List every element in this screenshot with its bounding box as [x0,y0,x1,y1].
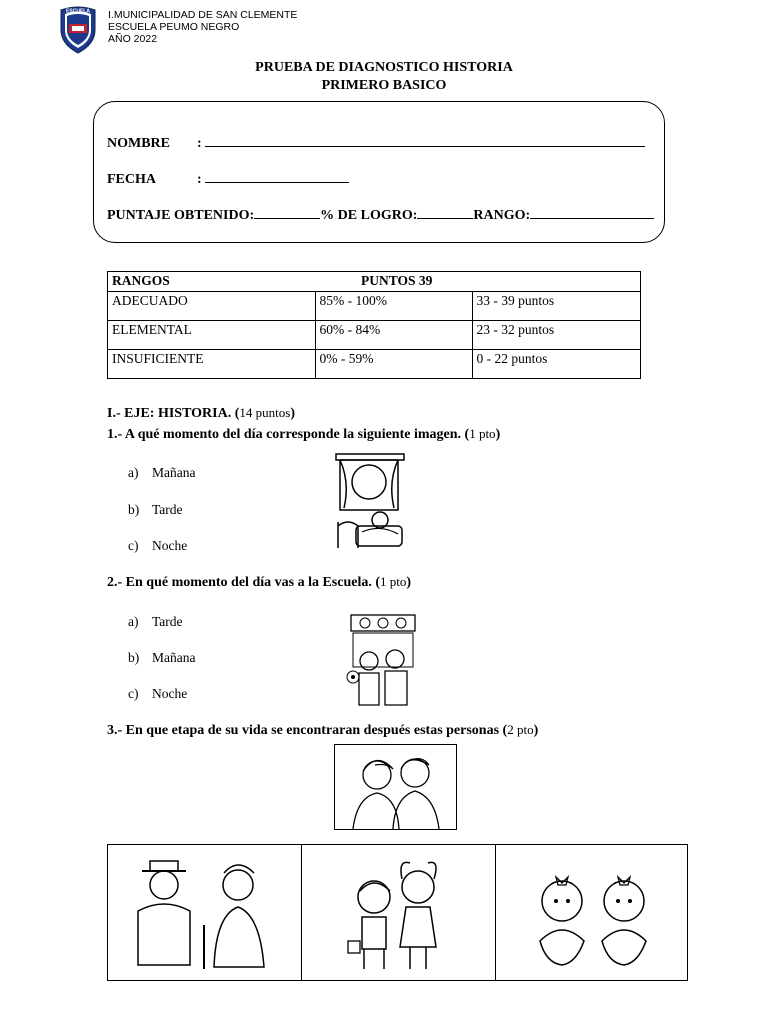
answer-cell-children[interactable] [302,845,496,980]
children-at-school-icon [345,611,421,711]
table-cell: 0 - 22 puntos [472,350,641,379]
question-2 [107,574,411,591]
table-header-row [108,272,641,292]
table-cell: INSUFICIENTE [108,350,316,379]
question-2-points: 1 pto [380,574,407,589]
puntaje-field[interactable] [254,205,320,219]
option-text: Tarde [152,502,183,517]
fecha-row [107,169,349,188]
nombre-field[interactable] [205,133,645,147]
table-cell: ELEMENTAL [108,321,316,350]
ranks-table [107,271,641,379]
table-row [108,321,641,350]
section-title: I.- EJE: HISTORIA. [107,406,232,421]
q3-answer-grid [107,844,688,981]
fecha-field[interactable] [205,169,349,183]
section-heading [107,405,295,422]
fecha-label: FECHA [107,172,156,187]
babies-icon [496,845,689,980]
rango-field[interactable] [530,205,654,219]
question-1-points: 1 pto [469,426,496,441]
question-1-text: 1.- A qué momento del día corresponde la siguiente imagen. ( [107,427,470,442]
question-3-points: 2 pto [507,722,534,737]
section-points-close: ) [290,406,295,421]
table-header-cell: PUNTOS 39 [315,272,641,292]
option-letter: b) [128,502,140,517]
table-row [108,350,641,379]
question-1-close: ) [495,427,501,442]
option-text: Mañana [152,650,196,665]
question-3 [107,722,538,739]
puntaje-row [107,205,654,224]
question-1 [107,426,500,443]
nombre-label: NOMBRE [107,136,170,151]
q2-option-a[interactable] [128,614,183,630]
table-cell: 23 - 32 puntos [472,321,641,350]
option-text: Noche [152,686,188,701]
elderly-couple-icon [108,845,301,980]
option-text: Noche [152,538,188,553]
nombre-colon: : [197,136,202,151]
school-line-3: AÑO 2022 [108,33,158,45]
child-sleeping-at-night-icon [332,452,408,552]
puntaje-label: PUNTAJE OBTENIDO: [107,208,255,223]
school-line-2: ESCUELA PEUMO NEGRO [108,21,240,33]
nombre-row [107,133,645,152]
table-cell: ADECUADO [108,292,316,321]
table-cell: 0% - 59% [315,350,472,379]
young-adults-icon [335,745,456,829]
answer-cell-babies[interactable] [496,845,689,980]
rango-label: RANGO: [473,208,531,223]
question-3-text: 3.- En que etapa de su vida se encontraran después estas personas ( [107,723,508,738]
q2-option-b[interactable] [128,650,195,666]
table-row [108,292,641,321]
option-letter: b) [128,650,140,665]
question-2-text: 2.- En qué momento del día vas a la Escuela. ( [107,575,381,590]
school-line-1: I.MUNICIPALIDAD DE SAN CLEMENTE [108,9,298,21]
question-2-close: ) [406,575,412,590]
section-points-open: ( [234,406,240,421]
fecha-colon: : [197,172,202,187]
option-letter: c) [128,686,139,701]
table-header-cell: RANGOS [108,272,316,292]
test-title: PRUEBA DE DIAGNOSTICO HISTORIA [255,60,513,75]
table-cell: 85% - 100% [315,292,472,321]
logro-label: % DE LOGRO: [320,208,418,223]
children-icon [302,845,495,980]
section-points: 14 puntos [239,405,291,420]
q1-option-c[interactable] [128,538,187,554]
q1-option-b[interactable] [128,502,183,518]
question-3-close: ) [533,723,539,738]
school-crest-icon [58,4,98,54]
logro-field[interactable] [417,205,473,219]
test-subtitle: PRIMERO BASICO [321,78,447,93]
q3-image-frame [334,744,457,830]
answer-cell-elderly[interactable] [108,845,302,980]
q1-option-a[interactable] [128,465,195,481]
option-letter: a) [128,614,139,629]
option-letter: c) [128,538,139,553]
option-text: Mañana [152,465,196,480]
option-letter: a) [128,465,139,480]
crest-text: ESCUELA [66,8,90,15]
option-text: Tarde [152,614,183,629]
table-cell: 60% - 84% [315,321,472,350]
table-cell: 33 - 39 puntos [472,292,641,321]
q2-option-c[interactable] [128,686,187,702]
